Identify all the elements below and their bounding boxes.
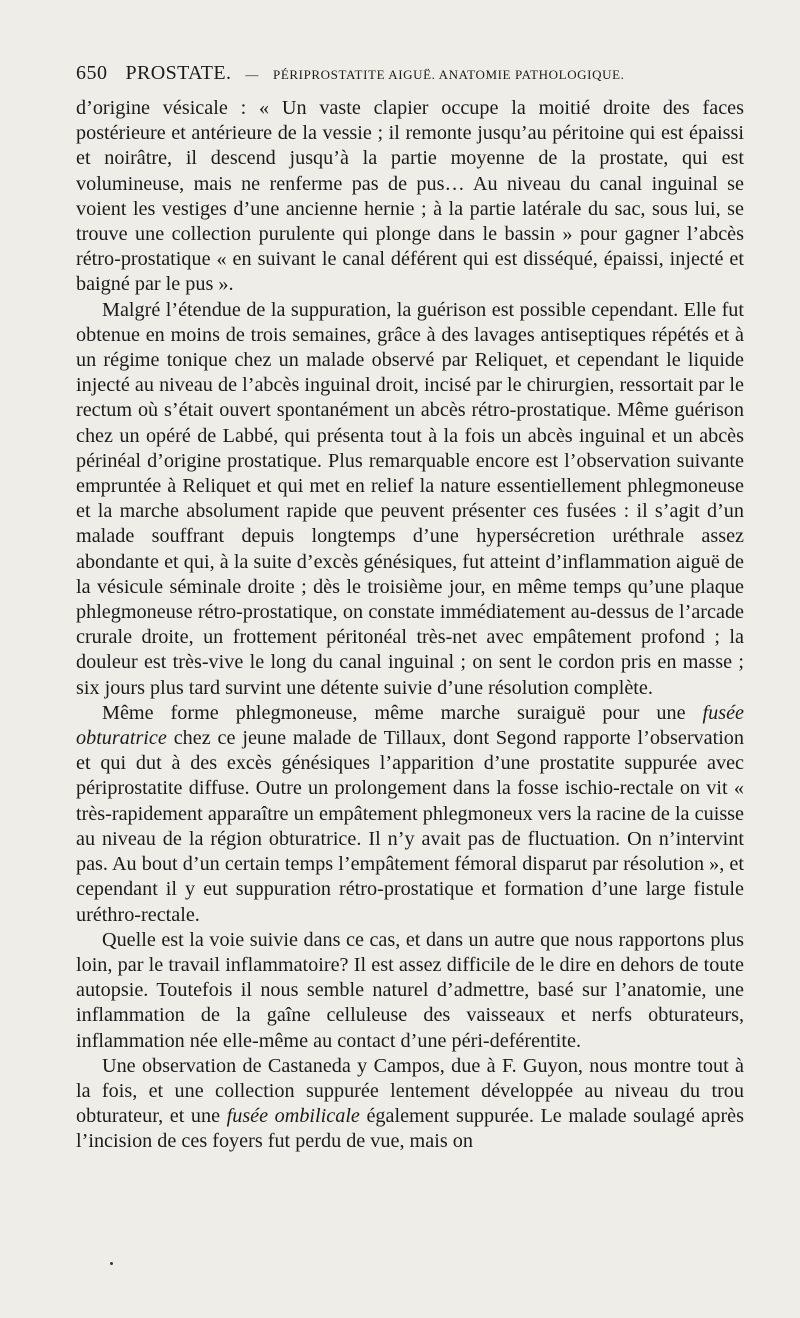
running-header	[76, 62, 756, 90]
paragraph	[76, 298, 744, 701]
page-number: 650	[76, 62, 108, 84]
text-run: chez ce jeune malade de Tillaux, dont Segond rapporte l’observation et qui dut à des excès génésiques l’apparition d’une prostatite suppurée avec périprostatite diffuse. Outre un prolongement dans la fosse ischio-rectale on vit « très-rapidement apparaître un empâtement phlegmoneux vers la racine de la cuisse au niveau de la région obturatrice. Il n’y avait pas de fluctuation. On n’intervint pas. Au bout d’un certain temps l’empâtement fémoral disparut par résolution », et cependant il y eut suppuration rétro-prostatique et formation d’une large fistule uréthro-rectale.	[76, 727, 744, 926]
text-run: également suppurée. Le malade soulagé après l’incision de ces foyers fut perdu de vue, mais on	[76, 1105, 744, 1153]
paragraph	[76, 1054, 744, 1155]
italic-term: fusée obturatrice	[76, 701, 744, 750]
text-run: d’origine vésicale : « Un vaste clapier occupe la moitié droite des faces postérieure et antérieure de la vessie ; il remonte jusqu’au péritoine qui est épaissi et noirâtre, il descend jusqu’à la partie moyenne de la prostate, qui est volumineuse, mais ne renferme pas de pus… Au niveau du canal inguinal se voient les vestiges d’une ancienne hernie ; à la partie latérale du sac, sous lui, se trouve une collection purulente qui plonge dans le bassin » pour gagner l’abcès rétro-prostatique « en suivant le canal déférent qui est disséqué, épaissi, injecté et baigné par le pus ».	[76, 97, 744, 296]
body-text	[76, 96, 744, 1155]
text-run: Même forme phlegmoneuse, même marche suraiguë pour une	[102, 701, 703, 724]
paragraph	[76, 701, 744, 928]
running-dash: —	[245, 67, 260, 82]
text-run: Quelle est la voie suivie dans ce cas, et dans un autre que nous rapportons plus loin, par le travail inflammatoire? Il est assez difficile de le dire en dehors de toute autopsie. Toutefois il nous semble naturel d’admettre, basé sur l’anatomie, une inflammation de la gaîne celluleuse des vaisseaux et nerfs obturateurs, inflammation née elle-même au contact d’une péri-deférentite.	[76, 928, 744, 1052]
running-title: PROSTATE.	[125, 62, 232, 84]
paragraph	[76, 928, 744, 1054]
ink-speck	[110, 1262, 113, 1265]
text-run: Malgré l’étendue de la suppuration, la guérison est possible cependant. Elle fut obtenue en moins de trois semaines, grâce à des lavages antiseptiques répétés et à un régime tonique chez un malade observé par Reliquet, et cependant le liquide injecté au niveau de l’abcès inguinal droit, incisé par le chirurgien, ressortait par le rectum où s’était ouvert spontanément un abcès rétro-prostatique. Même guérison chez un opéré de Labbé, qui présenta tout à la fois un abcès inguinal et un abcès périnéal d’origine prostatique. Plus remarquable encore est l’observation suivante empruntée à Reliquet et qui met en relief la nature essentiellement phlegmoneuse et la marche absolument rapide que peuvent présenter ces fusées : il s’agit d’un malade souffrant depuis longtemps d’une hypersécretion uréthrale assez abondante et qui, à la suite d’excès génésiques, fut atteint d’inflammation aiguë de la vésicule séminale droite ; dès le troisième jour, en même temps qu’une plaque phlegmoneuse rétro-prostatique, on constate immédiatement au-dessus de l’arcade crurale droite, un frottement péritonéal très-net avec empâtement profond ; la douleur est très-vive le long du canal inguinal ; on sent le cordon pris en masse ; six jours plus tard survint une détente suivie d’une résolution complète.	[76, 298, 744, 699]
running-subtitle: PÉRIPROSTATITE AIGUË. ANATOMIE PATHOLOGIQUE.	[273, 67, 625, 82]
text-run: Une observation de Castaneda y Campos, due à F. Guyon, nous montre tout à la fois, et une collection suppurée lentement développée au niveau du trou obturateur, et une	[76, 1054, 744, 1128]
italic-term: fusée ombilicale	[226, 1105, 360, 1128]
paragraph	[76, 96, 744, 298]
